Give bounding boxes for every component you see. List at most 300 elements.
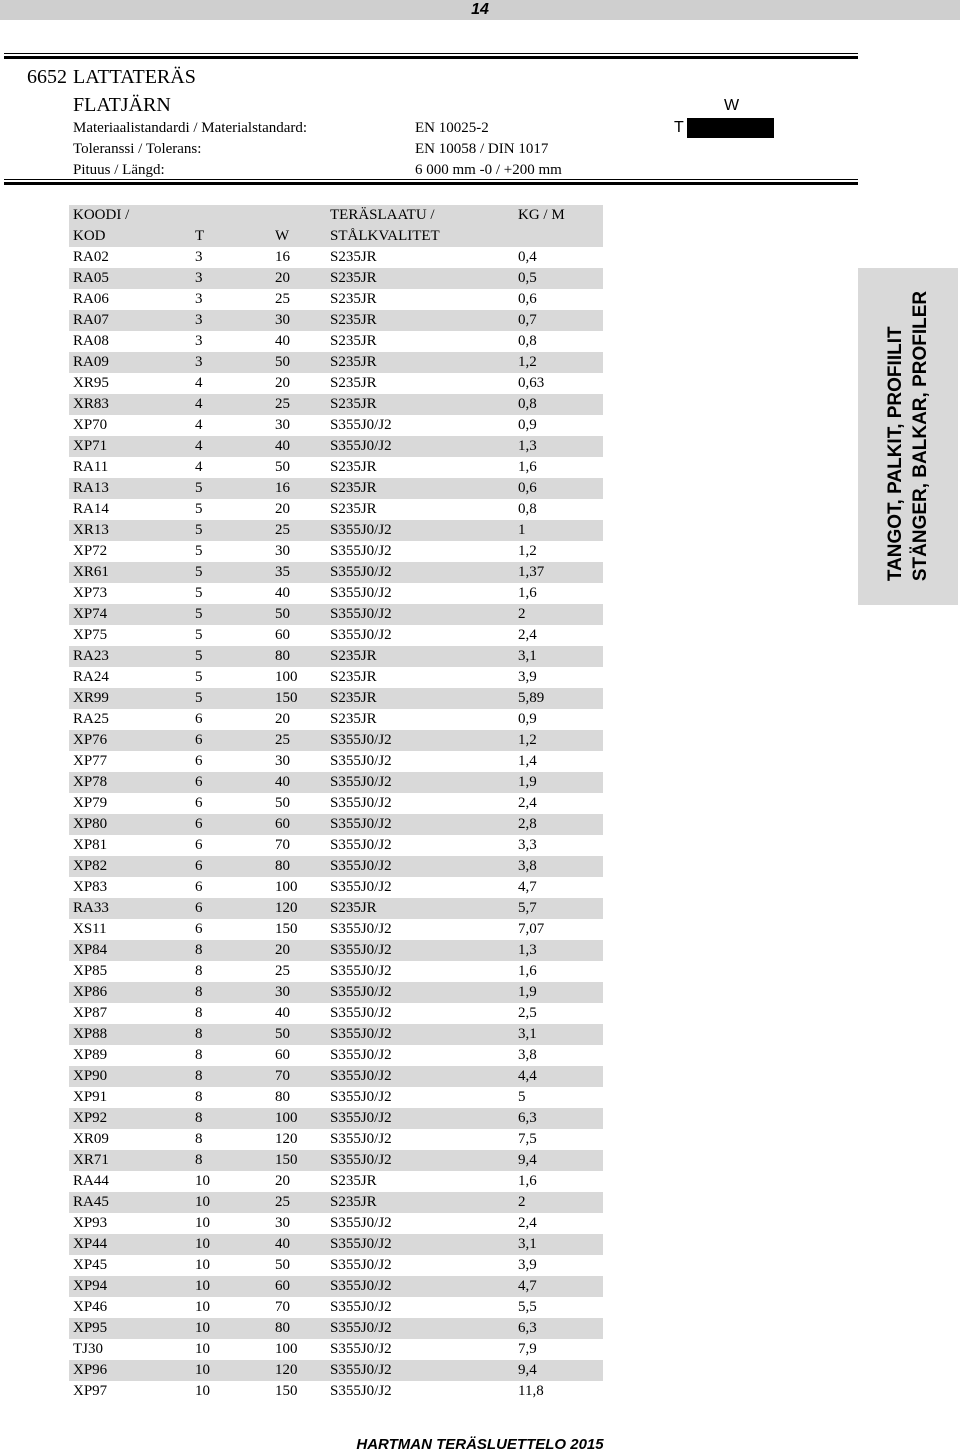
cell-code: XP81 [73,837,108,853]
cell-kg: 1,4 [518,753,537,769]
cell-w: 30 [275,753,290,769]
cell-grade: S235JR [330,270,377,286]
cell-kg: 1,6 [518,1173,537,1189]
cell-w: 120 [275,1131,298,1147]
cell-grade: S355J0/J2 [330,585,392,601]
cell-w: 20 [275,375,290,391]
cell-grade: S355J0/J2 [330,816,392,832]
cell-grade: S235JR [330,501,377,517]
cell-code: XP46 [73,1299,108,1315]
cell-code: XR09 [73,1131,109,1147]
cell-grade: S235JR [330,396,377,412]
table-row [69,436,603,457]
cell-kg: 0,8 [518,333,537,349]
cell-code: XP75 [73,627,108,643]
cell-code: RA13 [73,480,109,496]
cell-kg: 5 [518,1089,526,1105]
cell-w: 50 [275,795,290,811]
cell-kg: 7,5 [518,1131,537,1147]
cell-code: RA11 [73,459,109,475]
meta-label-tolerance: Toleranssi / Tolerans: [73,141,202,157]
cell-kg: 1,37 [518,564,545,580]
header-rule-bottom [4,179,858,180]
table-row [69,1234,603,1255]
section-label-fi: TANGOT, PALKIT, PROFIILIT [885,326,906,582]
cell-code: XP44 [73,1236,108,1252]
cell-code: XR13 [73,522,109,538]
header-rule-top [4,53,858,54]
cell-t: 4 [195,459,203,475]
header-grade: STÅLKVALITET [330,228,440,244]
cell-w: 150 [275,1152,298,1168]
meta-value-standard: EN 10025-2 [415,120,489,136]
cell-kg: 1 [518,522,526,538]
cell-kg: 2 [518,1194,526,1210]
cell-kg: 1,6 [518,963,537,979]
cell-t: 10 [195,1320,210,1336]
cell-kg: 2,4 [518,1215,537,1231]
table-row [69,1045,603,1066]
cell-grade: S355J0/J2 [330,438,392,454]
cell-grade: S355J0/J2 [330,795,392,811]
table-row [69,1024,603,1045]
cell-grade: S355J0/J2 [330,1299,392,1315]
cell-w: 70 [275,1068,290,1084]
meta-label-standard: Materiaalistandardi / Materialstandard: [73,120,308,136]
cell-kg: 0,7 [518,312,537,328]
cell-kg: 5,5 [518,1299,537,1315]
cell-w: 20 [275,711,290,727]
cell-t: 6 [195,837,203,853]
cell-t: 8 [195,1005,203,1021]
cell-grade: S355J0/J2 [330,1005,392,1021]
cell-code: XP79 [73,795,108,811]
cell-t: 4 [195,396,203,412]
table-row [69,709,603,730]
cell-code: RA25 [73,711,109,727]
cell-grade: S235JR [330,480,377,496]
cell-t: 5 [195,627,203,643]
table-row [69,415,603,436]
cell-w: 16 [275,480,290,496]
table-row [69,583,603,604]
table-header-row [69,205,603,226]
cell-w: 150 [275,921,298,937]
table-row [69,982,603,1003]
cell-grade: S235JR [330,249,377,265]
cell-code: XP95 [73,1320,108,1336]
table-row [69,1381,603,1402]
cell-kg: 0,4 [518,249,537,265]
cell-code: XP90 [73,1068,108,1084]
cell-kg: 4,7 [518,1278,537,1294]
table-row [69,793,603,814]
cell-t: 8 [195,963,203,979]
table-row [69,667,603,688]
header-grade: TERÄSLAATU / [330,207,435,223]
table-row [69,394,603,415]
cell-grade: S235JR [330,690,377,706]
cell-code: XP78 [73,774,108,790]
cell-t: 3 [195,312,203,328]
cell-w: 100 [275,669,298,685]
cell-t: 5 [195,648,203,664]
cell-code: XR95 [73,375,109,391]
cell-w: 20 [275,942,290,958]
cell-code: XP87 [73,1005,108,1021]
cell-t: 4 [195,438,203,454]
table-row [69,751,603,772]
table-row [69,1087,603,1108]
cell-t: 6 [195,816,203,832]
cell-grade: S355J0/J2 [330,627,392,643]
header-code: KOD [73,228,106,244]
cell-t: 10 [195,1236,210,1252]
cell-kg: 9,4 [518,1152,537,1168]
cell-code: XR61 [73,564,109,580]
cell-w: 20 [275,270,290,286]
cell-code: XR99 [73,690,109,706]
section-side-label [883,291,933,581]
cell-t: 6 [195,921,203,937]
cell-kg: 0,6 [518,291,537,307]
cell-t: 5 [195,690,203,706]
table-row [69,877,603,898]
cell-kg: 3,1 [518,648,537,664]
cell-grade: S355J0/J2 [330,1110,392,1126]
cell-w: 120 [275,900,298,916]
table-row [69,1171,603,1192]
cell-kg: 0,9 [518,417,537,433]
cell-kg: 2,4 [518,627,537,643]
table-row [69,1108,603,1129]
cell-w: 40 [275,438,290,454]
cell-grade: S235JR [330,900,377,916]
cell-w: 70 [275,1299,290,1315]
cell-w: 60 [275,627,290,643]
table-row [69,1297,603,1318]
cell-code: RA09 [73,354,109,370]
cell-w: 60 [275,1047,290,1063]
cell-code: XP91 [73,1089,108,1105]
cell-w: 50 [275,354,290,370]
cell-code: RA14 [73,501,109,517]
diagram-width-label: W [724,97,740,114]
cell-w: 80 [275,1320,290,1336]
table-row [69,373,603,394]
cell-code: RA23 [73,648,109,664]
cell-kg: 5,89 [518,690,545,706]
cell-grade: S235JR [330,459,377,475]
cell-kg: 0,9 [518,711,537,727]
cell-t: 10 [195,1194,210,1210]
cell-t: 5 [195,501,203,517]
cell-grade: S355J0/J2 [330,984,392,1000]
cell-w: 35 [275,564,290,580]
table-row [69,268,603,289]
cell-grade: S235JR [330,711,377,727]
cell-code: XP45 [73,1257,108,1273]
cell-code: XP85 [73,963,108,979]
cell-t: 6 [195,774,203,790]
table-row [69,331,603,352]
cell-t: 8 [195,1110,203,1126]
cell-w: 100 [275,1110,298,1126]
cell-w: 20 [275,501,290,517]
cell-w: 50 [275,1257,290,1273]
cell-grade: S235JR [330,354,377,370]
cell-code: XP80 [73,816,108,832]
cell-t: 8 [195,984,203,1000]
cell-w: 30 [275,417,290,433]
cell-grade: S355J0/J2 [330,564,392,580]
table-row [69,625,603,646]
cell-t: 4 [195,417,203,433]
cell-w: 30 [275,312,290,328]
cell-code: XP93 [73,1215,108,1231]
cell-grade: S355J0/J2 [330,1047,392,1063]
cell-grade: S355J0/J2 [330,1026,392,1042]
cell-w: 40 [275,1005,290,1021]
cell-kg: 5,7 [518,900,537,916]
page-subtitle: FLATJÄRN [73,94,171,116]
cell-kg: 0,8 [518,501,537,517]
cell-grade: S355J0/J2 [330,1320,392,1336]
cell-code: XP71 [73,438,108,454]
cell-w: 30 [275,1215,290,1231]
cell-t: 6 [195,879,203,895]
table-row [69,940,603,961]
cell-t: 10 [195,1362,210,1378]
cell-t: 3 [195,291,203,307]
cell-kg: 0,5 [518,270,537,286]
table-row [69,457,603,478]
cell-kg: 3,8 [518,1047,537,1063]
table-row [69,289,603,310]
table-header-row [69,226,603,247]
cell-kg: 4,7 [518,879,537,895]
cell-t: 10 [195,1173,210,1189]
cell-grade: S355J0/J2 [330,1089,392,1105]
cell-t: 8 [195,1089,203,1105]
cell-code: XR83 [73,396,109,412]
cell-code: XP92 [73,1110,108,1126]
cell-t: 8 [195,1068,203,1084]
cell-kg: 6,3 [518,1110,537,1126]
cell-t: 6 [195,732,203,748]
cell-kg: 3,9 [518,669,537,685]
cell-w: 100 [275,879,298,895]
cell-grade: S235JR [330,1173,377,1189]
cell-w: 30 [275,984,290,1000]
cell-t: 6 [195,711,203,727]
section-label-sv: STÄNGER, BALKAR, PROFILER [910,290,931,582]
header-t: T [195,228,205,244]
cell-kg: 3,9 [518,1257,537,1273]
cell-kg: 1,9 [518,984,537,1000]
table-row [69,835,603,856]
footer: HARTMAN TERÄSLUETTELO 2015 [356,1436,604,1453]
cell-code: XP76 [73,732,108,748]
cell-t: 5 [195,480,203,496]
cell-grade: S355J0/J2 [330,1215,392,1231]
table-row [69,1276,603,1297]
cell-t: 5 [195,669,203,685]
cell-w: 80 [275,858,290,874]
table-row [69,310,603,331]
cell-kg: 1,6 [518,459,537,475]
cell-grade: S355J0/J2 [330,1362,392,1378]
flat-bar-diagram [687,118,774,138]
cell-grade: S355J0/J2 [330,1068,392,1084]
cell-kg: 7,07 [518,921,545,937]
table-row [69,1066,603,1087]
cell-grade: S355J0/J2 [330,1278,392,1294]
table-row [69,919,603,940]
cell-code: XP74 [73,606,108,622]
cell-grade: S355J0/J2 [330,1131,392,1147]
cell-kg: 2 [518,606,526,622]
cell-grade: S355J0/J2 [330,942,392,958]
cell-w: 25 [275,1194,290,1210]
table-row [69,772,603,793]
cell-w: 40 [275,1236,290,1252]
table-row [69,499,603,520]
cell-t: 6 [195,753,203,769]
cell-w: 60 [275,1278,290,1294]
cell-code: XP89 [73,1047,108,1063]
cell-t: 10 [195,1257,210,1273]
cell-code: XR71 [73,1152,109,1168]
header-rule-top-thick [4,56,858,59]
cell-kg: 2,4 [518,795,537,811]
cell-code: XP94 [73,1278,108,1294]
cell-w: 20 [275,1173,290,1189]
table-row [69,856,603,877]
cell-w: 80 [275,1089,290,1105]
cell-t: 3 [195,249,203,265]
meta-value-length: 6 000 mm -0 / +200 mm [415,162,562,178]
cell-code: XP84 [73,942,108,958]
cell-w: 40 [275,333,290,349]
cell-t: 3 [195,333,203,349]
cell-w: 40 [275,585,290,601]
cell-code: XP77 [73,753,108,769]
table-row [69,1213,603,1234]
table-row [69,1318,603,1339]
cell-t: 6 [195,900,203,916]
table-row [69,520,603,541]
cell-code: RA08 [73,333,109,349]
cell-kg: 3,8 [518,858,537,874]
cell-code: RA33 [73,900,109,916]
table-row [69,730,603,751]
cell-t: 8 [195,1152,203,1168]
table-row [69,541,603,562]
cell-grade: S355J0/J2 [330,1152,392,1168]
cell-w: 120 [275,1362,298,1378]
cell-code: XP96 [73,1362,108,1378]
cell-t: 6 [195,795,203,811]
table-row [69,646,603,667]
cell-w: 60 [275,816,290,832]
cell-w: 25 [275,396,290,412]
cell-kg: 0,63 [518,375,545,391]
cell-w: 30 [275,543,290,559]
cell-kg: 2,5 [518,1005,537,1021]
cell-grade: S235JR [330,333,377,349]
cell-t: 10 [195,1383,210,1399]
cell-code: RA24 [73,669,109,685]
cell-t: 3 [195,354,203,370]
cell-t: 6 [195,858,203,874]
cell-w: 40 [275,774,290,790]
cell-kg: 9,4 [518,1362,537,1378]
cell-grade: S355J0/J2 [330,417,392,433]
table-row [69,247,603,268]
table-row [69,604,603,625]
section-side-tab [858,268,958,605]
cell-kg: 3,1 [518,1026,537,1042]
cell-t: 10 [195,1215,210,1231]
cell-code: XP83 [73,879,108,895]
meta-value-tolerance: EN 10058 / DIN 1017 [415,141,549,157]
cell-code: XP86 [73,984,108,1000]
header-code: KOODI / [73,207,130,223]
cell-grade: S355J0/J2 [330,963,392,979]
cell-t: 5 [195,564,203,580]
cell-w: 150 [275,690,298,706]
cell-grade: S235JR [330,291,377,307]
cell-code: XP73 [73,585,108,601]
cell-kg: 1,6 [518,585,537,601]
cell-code: RA45 [73,1194,109,1210]
cell-w: 25 [275,522,290,538]
table-row [69,898,603,919]
cell-t: 10 [195,1299,210,1315]
header-rule-bottom-thick [4,182,858,185]
cell-kg: 1,3 [518,942,537,958]
cell-grade: S355J0/J2 [330,1383,392,1399]
table-row [69,562,603,583]
cell-grade: S355J0/J2 [330,753,392,769]
table-row [69,1003,603,1024]
cell-kg: 7,9 [518,1341,537,1357]
cell-kg: 0,6 [518,480,537,496]
table-row [69,1339,603,1360]
cell-t: 3 [195,270,203,286]
cell-code: XS11 [73,921,107,937]
cell-w: 25 [275,963,290,979]
cell-w: 100 [275,1341,298,1357]
table-row [69,1255,603,1276]
diagram-thickness-label: T [674,119,684,136]
cell-code: TJ30 [73,1341,103,1357]
table-row [69,688,603,709]
cell-w: 80 [275,648,290,664]
cell-t: 10 [195,1278,210,1294]
table-row [69,814,603,835]
cell-grade: S355J0/J2 [330,858,392,874]
cell-grade: S235JR [330,375,377,391]
header-w: W [275,228,290,244]
cell-kg: 1,3 [518,438,537,454]
cell-w: 50 [275,606,290,622]
cell-t: 5 [195,543,203,559]
cell-kg: 1,2 [518,354,537,370]
cell-grade: S355J0/J2 [330,774,392,790]
cell-code: XP70 [73,417,108,433]
